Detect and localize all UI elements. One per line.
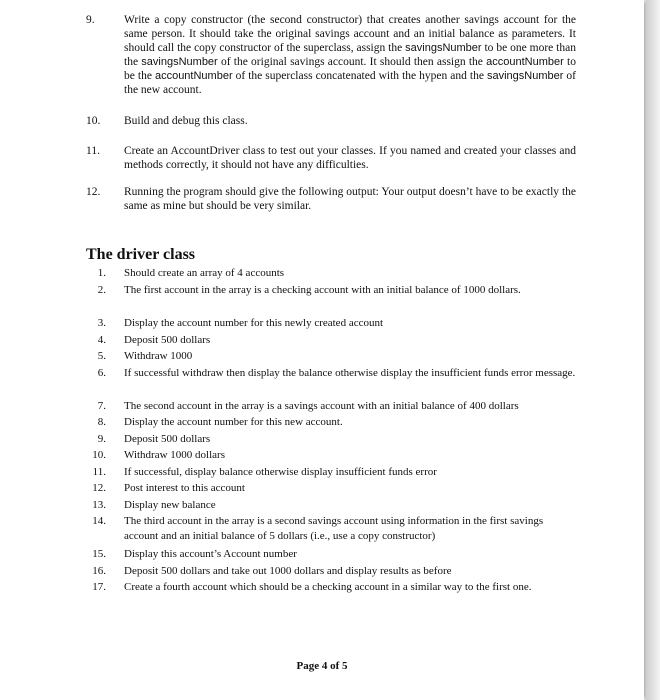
item-text: If successful, display balance otherwise display insufficient funds error [124,466,437,478]
item-text: The first account in the array is a checking account with an initial balance of 1000 dollars. [124,284,521,296]
item-number: 3. [97,317,106,329]
item-text: Running the program should give the following output: Your output doesn’t have to be exactly the same as mine but should be very similar. [124,186,576,212]
item-text: If successful withdraw then display the balance otherwise display the insufficient funds error message. [124,367,576,379]
driver-item-10 [86,448,586,463]
code-term: savingsNumber [141,56,218,68]
driver-item-14 [86,514,586,544]
text-run: Write a copy constructor (the second constructor) that creates another savings account for the same person. It should take the original savings account and an initial balance as parameters. It should call the copy constructor of the superclass, assign the [124,14,576,54]
item-number: 13. [92,499,106,511]
item-number: 11. [86,145,100,157]
driver-item-16 [86,564,586,579]
driver-item-1 [86,266,586,281]
item-number: 2. [97,284,106,296]
item-number: 4. [97,334,106,346]
item-number: 14. [92,515,106,527]
item-text: Should create an array of 4 accounts [124,267,285,279]
driver-item-8 [86,415,586,430]
driver-item-11 [86,465,586,480]
item-text: Withdraw 1000 dollars [124,449,225,461]
item-text: Display the account number for this new account. [124,416,343,428]
item-number: 15. [92,548,106,560]
driver-item-7 [86,399,586,414]
driver-item-9 [86,432,586,447]
item-text: Display this account’s Account number [124,548,297,560]
text-run: of the new account. [124,70,576,96]
item-text: Display new balance [124,499,216,511]
item-number: 1. [97,267,106,279]
numbered-item-11 [86,144,586,172]
item-text: Deposit 500 dollars [124,433,211,445]
item-number: 9. [97,433,106,445]
driver-item-5 [86,349,586,364]
item-text: Display the account number for this newly created account [124,317,384,329]
item-number: 9. [86,14,95,26]
driver-item-4 [86,333,586,348]
item-number: 17. [92,581,106,593]
code-term: savingsNumber [405,42,482,54]
item-number: 11. [92,466,106,478]
driver-item-15 [86,547,586,562]
code-term: accountNumber [154,70,233,82]
item-text [124,13,576,97]
item-text: Build and debug this class. [124,115,248,127]
item-number: 16. [92,565,106,577]
item-number: 12. [86,186,101,198]
driver-item-13 [86,498,586,513]
text-run: to be one more than the [124,42,576,68]
item-text: Deposit 500 dollars [124,334,211,346]
text-run: to be the [124,56,576,82]
numbered-item-12 [86,185,586,213]
numbered-item-9 [86,13,586,97]
item-number: 7. [97,400,106,412]
item-text: Create an AccountDriver class to test out your classes. If you named and created your classes and methods correctly, it should not have any difficulties. [124,145,576,171]
text-run: of the original savings account. It should then assign the [217,56,487,68]
item-text: Post interest to this account [124,482,245,494]
item-text: Create a fourth account which should be a checking account in a similar way to the first one. [124,581,532,593]
item-text: The third account in the array is a second savings account using information in the first savings account and an initial balance of 5 dollars (i.e., use a copy constructor) [124,515,544,542]
item-number: 5. [97,350,106,362]
code-term: accountNumber [486,56,564,68]
item-text: The second account in the array is a savings account with an initial balance of 400 dollars [124,400,519,412]
driver-item-3 [86,316,586,331]
driver-item-17 [86,580,586,595]
numbered-item-10 [86,114,586,128]
item-number: 8. [97,416,106,428]
item-number: 12. [92,482,106,494]
section-heading: The driver class [86,246,196,263]
page-number: Page 4 of 5 [296,660,348,672]
code-term: savingsNumber [486,70,564,82]
item-number: 10. [86,115,101,127]
item-number: 6. [97,367,106,379]
item-number: 10. [92,449,106,461]
driver-item-12 [86,481,586,496]
viewer-background [646,0,660,700]
driver-item-6 [86,366,586,381]
item-text: Withdraw 1000 [124,350,193,362]
item-text: Deposit 500 dollars and take out 1000 dollars and display results as before [124,565,452,577]
driver-item-2 [86,283,586,298]
text-run: of the superclass concatenated with the hypen and the [232,70,487,82]
